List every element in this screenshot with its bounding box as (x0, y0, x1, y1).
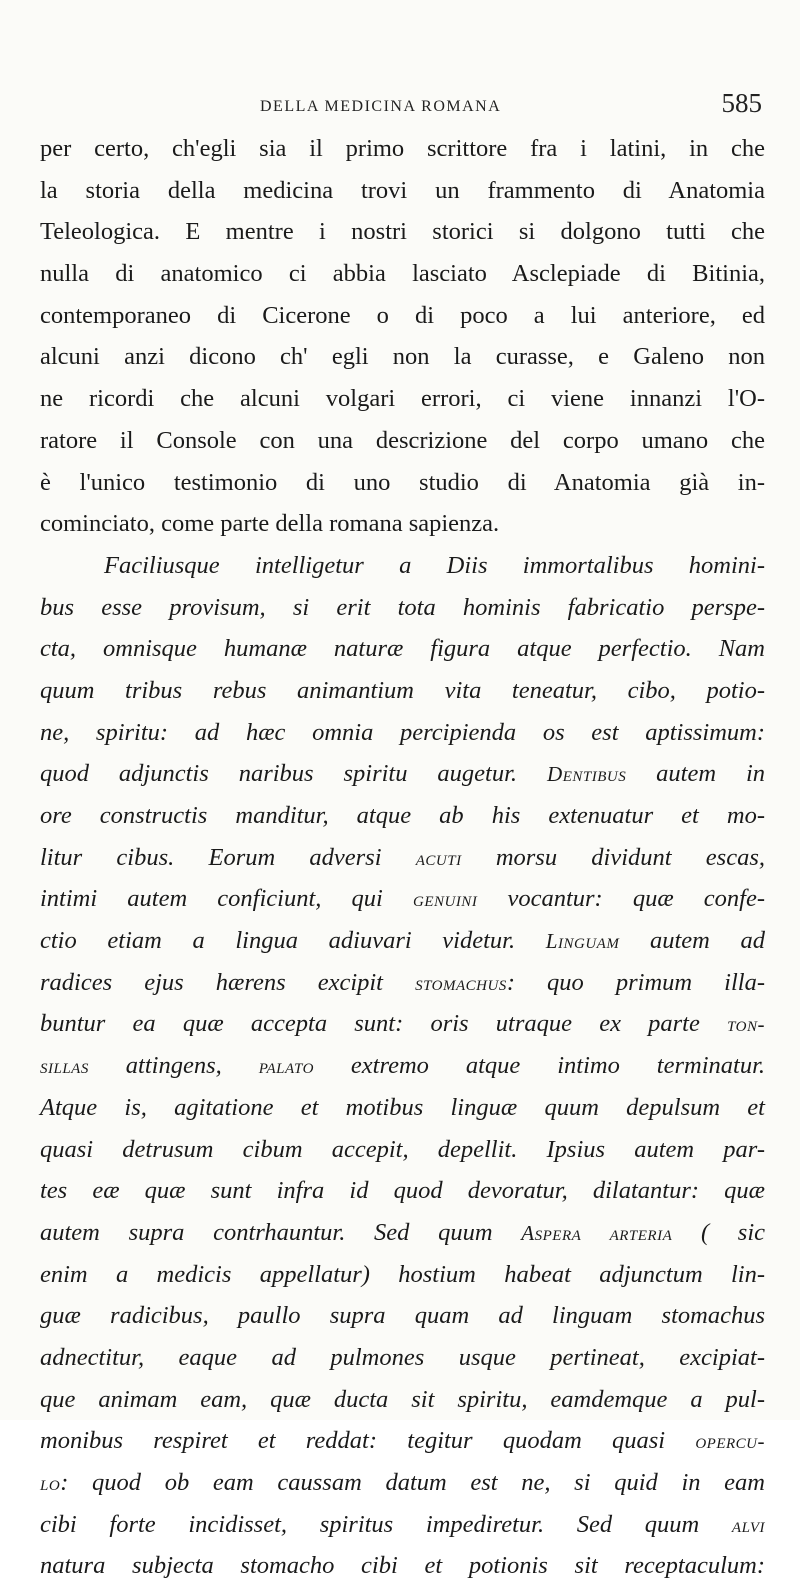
text-line: per certo, ch'egli sia il primo scrittore fra i latini, in che (40, 135, 765, 162)
quote-line (40, 878, 765, 920)
anatomy-term: alvi (731, 1512, 766, 1537)
anatomy-term: Linguam (545, 929, 620, 954)
anatomy-term: genuini (412, 887, 478, 912)
quote-line (40, 837, 765, 879)
quote-text: : quo primum illa- (506, 968, 766, 996)
quote-text: intimi autem conficiunt, qui (40, 885, 383, 913)
anatomy-term: Aspera arteria (521, 1220, 673, 1245)
quote-text: autem supra contrhauntur. Sed quum (40, 1218, 493, 1246)
quote-line (40, 962, 765, 1004)
latin-quotation (40, 545, 765, 1587)
anatomy-term: acuti (415, 845, 462, 870)
running-title: DELLA MEDICINA ROMANA (260, 98, 502, 115)
page-number: 585 (721, 88, 762, 118)
quote-text: vocantur: quæ confe- (507, 885, 766, 913)
quote-line: enim a medicis appellatur) hostium habeat adjunctum lin- (40, 1260, 765, 1288)
quote-line: bus esse provisum, si erit tota hominis fabricatio perspe- (40, 593, 765, 621)
text-line: ne ricordi che alcuni volgari errori, ci viene innanzi l'O- (40, 385, 765, 413)
quote-line (40, 920, 765, 962)
quote-text: ( sic (700, 1218, 766, 1246)
quote-line (40, 753, 765, 795)
running-head (40, 88, 770, 122)
text-line: la storia della medicina trovi un frammento di Anatomia (40, 176, 765, 204)
text-line: è l'unico testimonio di uno studio di Anatomia già in- (40, 468, 765, 496)
quote-line: ore constructis manditur, atque ab his extenuatur et mo- (40, 802, 765, 829)
anatomy-term: Dentibus (546, 762, 627, 787)
quote-line: quum tribus rebus animantium vita teneatur, cibo, potio- (40, 676, 765, 704)
quote-text: radices ejus hærens excipit (40, 968, 383, 996)
quote-text: : quod ob eam caussam datum est ne, si quid in eam (60, 1469, 765, 1496)
text-line: cominciato, come parte della romana sapienza. (40, 510, 500, 538)
text-line: nulla di anatomico ci abbia lasciato Asclepiade di Bitinia, (40, 260, 765, 288)
quote-line: Faciliusque intelligetur a Diis immortalibus homini- (104, 551, 765, 579)
quote-line (40, 1504, 765, 1546)
quote-line: natura subjecta stomacho cibi et potionis sit receptaculum: (40, 1552, 765, 1580)
quote-text: buntur ea quæ accepta sunt: oris utraque ex parte (40, 1010, 700, 1038)
quote-line (40, 1045, 765, 1087)
quote-text: extremo atque intimo terminatur. (350, 1052, 766, 1080)
quote-line: Atque is, agitatione et motibus linguæ quum depulsum et (40, 1093, 765, 1121)
quote-line: adnectitur, eaque ad pulmones usque pertineat, excipiat- (40, 1343, 765, 1371)
quote-line (40, 1420, 765, 1462)
anatomy-term: opercu- (695, 1429, 765, 1454)
quote-line: quasi detrusum cibum accepit, depellit. Ipsius autem par- (40, 1135, 765, 1163)
text-line: ratore il Console con una descrizione del corpo umano che (40, 426, 765, 454)
quote-line: guæ radicibus, paullo supra quam ad linguam stomachus (40, 1302, 765, 1330)
anatomy-term: palato (258, 1054, 314, 1079)
text-line: contemporaneo di Cicerone o di poco a lui anteriore, ed (40, 301, 765, 329)
quote-text: autem ad (649, 927, 766, 955)
anatomy-term: stomachus (415, 970, 507, 995)
quote-text: cibi forte incidisset, spiritus impediretur. Sed quum (40, 1510, 700, 1538)
quote-text: attingens, (125, 1052, 222, 1080)
quote-text: ctio etiam a lingua adiuvari videtur. (40, 927, 516, 955)
text-line: Teleologica. E mentre i nostri storici si dolgono tutti che (40, 218, 765, 246)
body-text (40, 128, 765, 1587)
quote-line: que animam eam, quæ ducta sit spiritu, eamdemque a pul- (40, 1385, 765, 1413)
quote-text: quod adjunctis naribus spiritu augetur. (40, 760, 518, 788)
anatomy-term: ton- (727, 1012, 766, 1037)
quote-text: monibus respiret et reddat: tegitur quodam quasi (40, 1427, 666, 1455)
quote-line: tes eæ quæ sunt infra id quod devoratur, dilatantur: quæ (40, 1177, 765, 1205)
quote-line: cta, omnisque humanæ naturæ figura atque perfectio. Nam (40, 635, 765, 663)
quote-text: morsu dividunt escas, (495, 843, 765, 871)
text-line: alcuni anzi dicono ch' egli non la curasse, e Galeno non (40, 343, 765, 371)
anatomy-term: sillas (40, 1054, 89, 1079)
quote-text: litur cibus. Eorum adversi (40, 843, 382, 871)
quote-line (40, 1212, 765, 1254)
quote-line: ne, spiritu: ad hæc omnia percipienda os est aptissimum: (40, 718, 765, 746)
quote-line (40, 1462, 765, 1504)
quote-line (40, 1003, 765, 1045)
quote-text: autem in (656, 760, 766, 788)
anatomy-term: lo (40, 1471, 61, 1495)
